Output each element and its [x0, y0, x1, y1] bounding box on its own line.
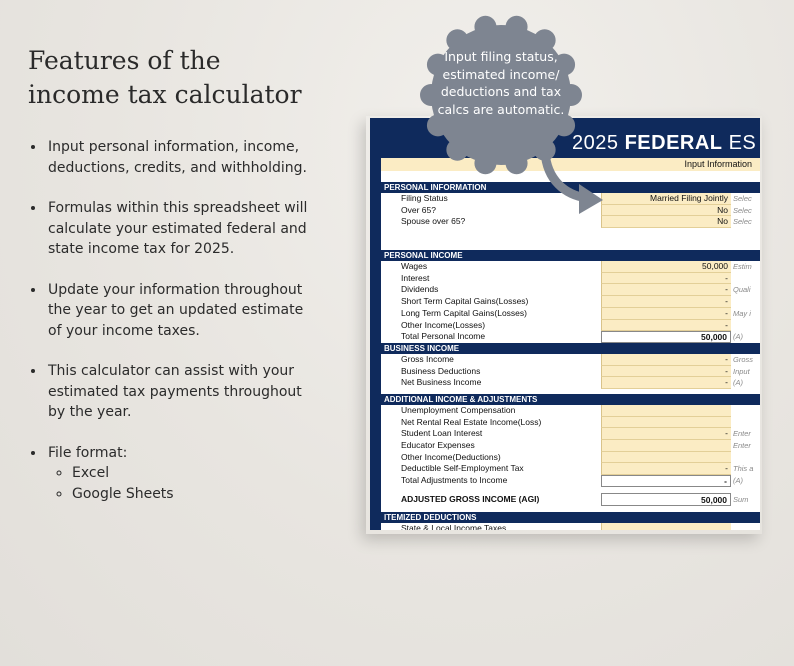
sheet-row-note: (A) — [733, 378, 743, 388]
sheet-row — [381, 417, 760, 429]
sheet-title-year: 2025 — [572, 132, 619, 154]
sheet-row — [381, 452, 760, 464]
sheet-row-note: Quali — [733, 285, 751, 295]
file-format-list — [48, 463, 308, 504]
sheet-row-label: Filing Status — [401, 193, 448, 203]
badge-text: Input filing status, estimated income/ deductions and tax calcs are automatic. — [437, 49, 565, 117]
arrow-icon — [535, 150, 605, 220]
sheet-row-label: Total Adjustments to Income — [401, 475, 508, 486]
sheet-row-value[interactable]: 50,000 — [601, 261, 731, 273]
sheet-row-label: Total Personal Income — [401, 331, 486, 342]
sheet-row-value[interactable]: 50,000 — [601, 331, 731, 343]
file-format-option: ◦ Excel — [72, 463, 308, 484]
input-information-header: Input Information — [381, 158, 760, 171]
sheet-row-note: Enter — [733, 441, 751, 450]
sheet-row-label: Spouse over 65? — [401, 216, 466, 227]
sheet-row-label: Net Rental Real Estate Income(Loss) — [401, 416, 542, 427]
sheet-row-value[interactable]: - — [601, 366, 731, 378]
sheet-row-value[interactable]: - — [601, 296, 731, 308]
sheet-row-value[interactable]: - — [601, 354, 731, 366]
sheet-row-label: Deductible Self-Employment Tax — [401, 463, 524, 474]
blank-row — [381, 239, 760, 250]
sheet-row-value[interactable]: - — [601, 463, 731, 475]
sheet-row-label: Long Term Capital Gains(Losses) — [401, 307, 527, 318]
sheet-row-note: Enter — [733, 429, 751, 439]
section-header-itemized: ITEMIZED DEDUCTIONS — [381, 512, 760, 523]
sheet-row-value[interactable]: No — [601, 205, 731, 217]
sheet-row-value[interactable] — [601, 452, 731, 464]
sheet-row-value[interactable]: - — [601, 320, 731, 332]
file-format-item — [46, 443, 308, 505]
sheet-row-label: Unemployment Compensation — [401, 404, 516, 415]
file-format-option: ◦ Google Sheets — [72, 484, 308, 505]
sheet-row-value[interactable]: - — [601, 475, 731, 487]
feature-item: • Formulas within this spreadsheet will calculate your estimated federal and state income tax for 2025. — [46, 198, 308, 260]
sheet-title-rest: ES — [728, 132, 757, 154]
sheet-row-value[interactable]: Married Filing Jointly — [601, 193, 731, 205]
sheet-row — [381, 308, 760, 320]
sheet-row-note: (A) — [733, 332, 743, 342]
sheet-row-label: Short Term Capital Gains(Losses) — [401, 296, 529, 307]
sheet-row-label: State & Local Income Taxes — [401, 522, 507, 530]
sheet-row — [381, 463, 760, 475]
sheet-row-label: Other Income(Losses) — [401, 319, 486, 330]
sheet-row-label: Student Loan Interest — [401, 428, 483, 439]
sheet-row — [381, 273, 760, 285]
sheet-row-value[interactable]: - — [601, 428, 731, 440]
sheet-row-value[interactable]: - — [601, 377, 731, 389]
sheet-row-value[interactable] — [601, 405, 731, 417]
sheet-row-note: Estim — [733, 262, 752, 272]
sheet-row-note: Input — [733, 366, 750, 376]
section-header-personal-income: PERSONAL INCOME — [381, 250, 760, 261]
sheet-row-note: Selec — [733, 217, 752, 227]
sheet-row — [381, 331, 760, 343]
agi-row — [381, 493, 760, 506]
sheet-row-label: Dividends — [401, 284, 439, 295]
heading-line-1: Features of the — [28, 46, 221, 75]
section-personal-income — [381, 261, 760, 343]
sheet-row-value[interactable]: No — [601, 216, 731, 228]
sheet-row-value[interactable] — [601, 523, 731, 530]
section-header-business-income: BUSINESS INCOME — [381, 343, 760, 354]
feature-item: • Input personal information, income, deductions, credits, and withholding. — [46, 137, 308, 178]
sheet-row — [381, 428, 760, 440]
sheet-title-bold: FEDERAL — [624, 132, 723, 154]
feature-item: • Update your information throughout the year to get an updated estimate of your income taxes. — [46, 280, 308, 342]
blank-row — [381, 228, 760, 239]
sheet-row — [381, 405, 760, 417]
sheet-row — [381, 296, 760, 308]
sheet-row-label: Gross Income — [401, 353, 454, 364]
sheet-row-label: Net Business Income — [401, 377, 482, 388]
sheet-row-note: Selec — [733, 205, 752, 215]
sheet-row-label: Interest — [401, 272, 430, 283]
section-header-personal-info: PERSONAL INFORMATION — [381, 182, 760, 193]
sheet-row-label: Over 65? — [401, 204, 436, 215]
heading-line-2: income tax calculator — [28, 80, 302, 109]
sheet-row-label: Other Income(Deductions) — [401, 451, 501, 462]
sheet-row-value[interactable]: - — [601, 284, 731, 296]
sheet-row-value[interactable]: - — [601, 308, 731, 320]
sheet-row-note: May i — [733, 308, 751, 318]
section-header-additional-income: ADDITIONAL INCOME & ADJUSTMENTS — [381, 394, 760, 405]
sheet-row-value[interactable] — [601, 417, 731, 429]
agi-label: ADJUSTED GROSS INCOME (AGI) — [401, 493, 540, 504]
sheet-row-note: Gross — [733, 354, 754, 364]
sheet-row-label: Business Deductions — [401, 365, 481, 376]
sheet-row-note: Selec — [733, 194, 752, 203]
agi-note: Sum — [733, 494, 749, 504]
sheet-row — [381, 354, 760, 366]
page-heading — [28, 44, 328, 112]
section-additional-income — [381, 405, 760, 487]
sheet-row — [381, 475, 760, 487]
feature-item: • This calculator can assist with your estimated tax payments throughout by the year. — [46, 361, 308, 423]
sheet-row — [381, 320, 760, 332]
sheet-row — [381, 377, 760, 389]
sheet-row-note: (A) — [733, 476, 743, 486]
sheet-row — [381, 366, 760, 378]
file-format-label: File format: — [48, 444, 128, 461]
sheet-row-value[interactable]: - — [601, 273, 731, 285]
sheet-row — [381, 284, 760, 296]
sheet-row — [381, 440, 760, 452]
agi-value[interactable]: 50,000 — [601, 493, 731, 506]
sheet-grid — [381, 171, 760, 530]
sheet-row — [381, 523, 760, 530]
sheet-row-note: This a — [733, 464, 754, 474]
sheet-row — [381, 261, 760, 273]
sheet-row-label: Educator Expenses — [401, 440, 475, 450]
sheet-row-value[interactable] — [601, 440, 731, 452]
section-business-income — [381, 354, 760, 389]
sheet-row-label: Wages — [401, 261, 428, 272]
feature-list — [26, 137, 308, 524]
